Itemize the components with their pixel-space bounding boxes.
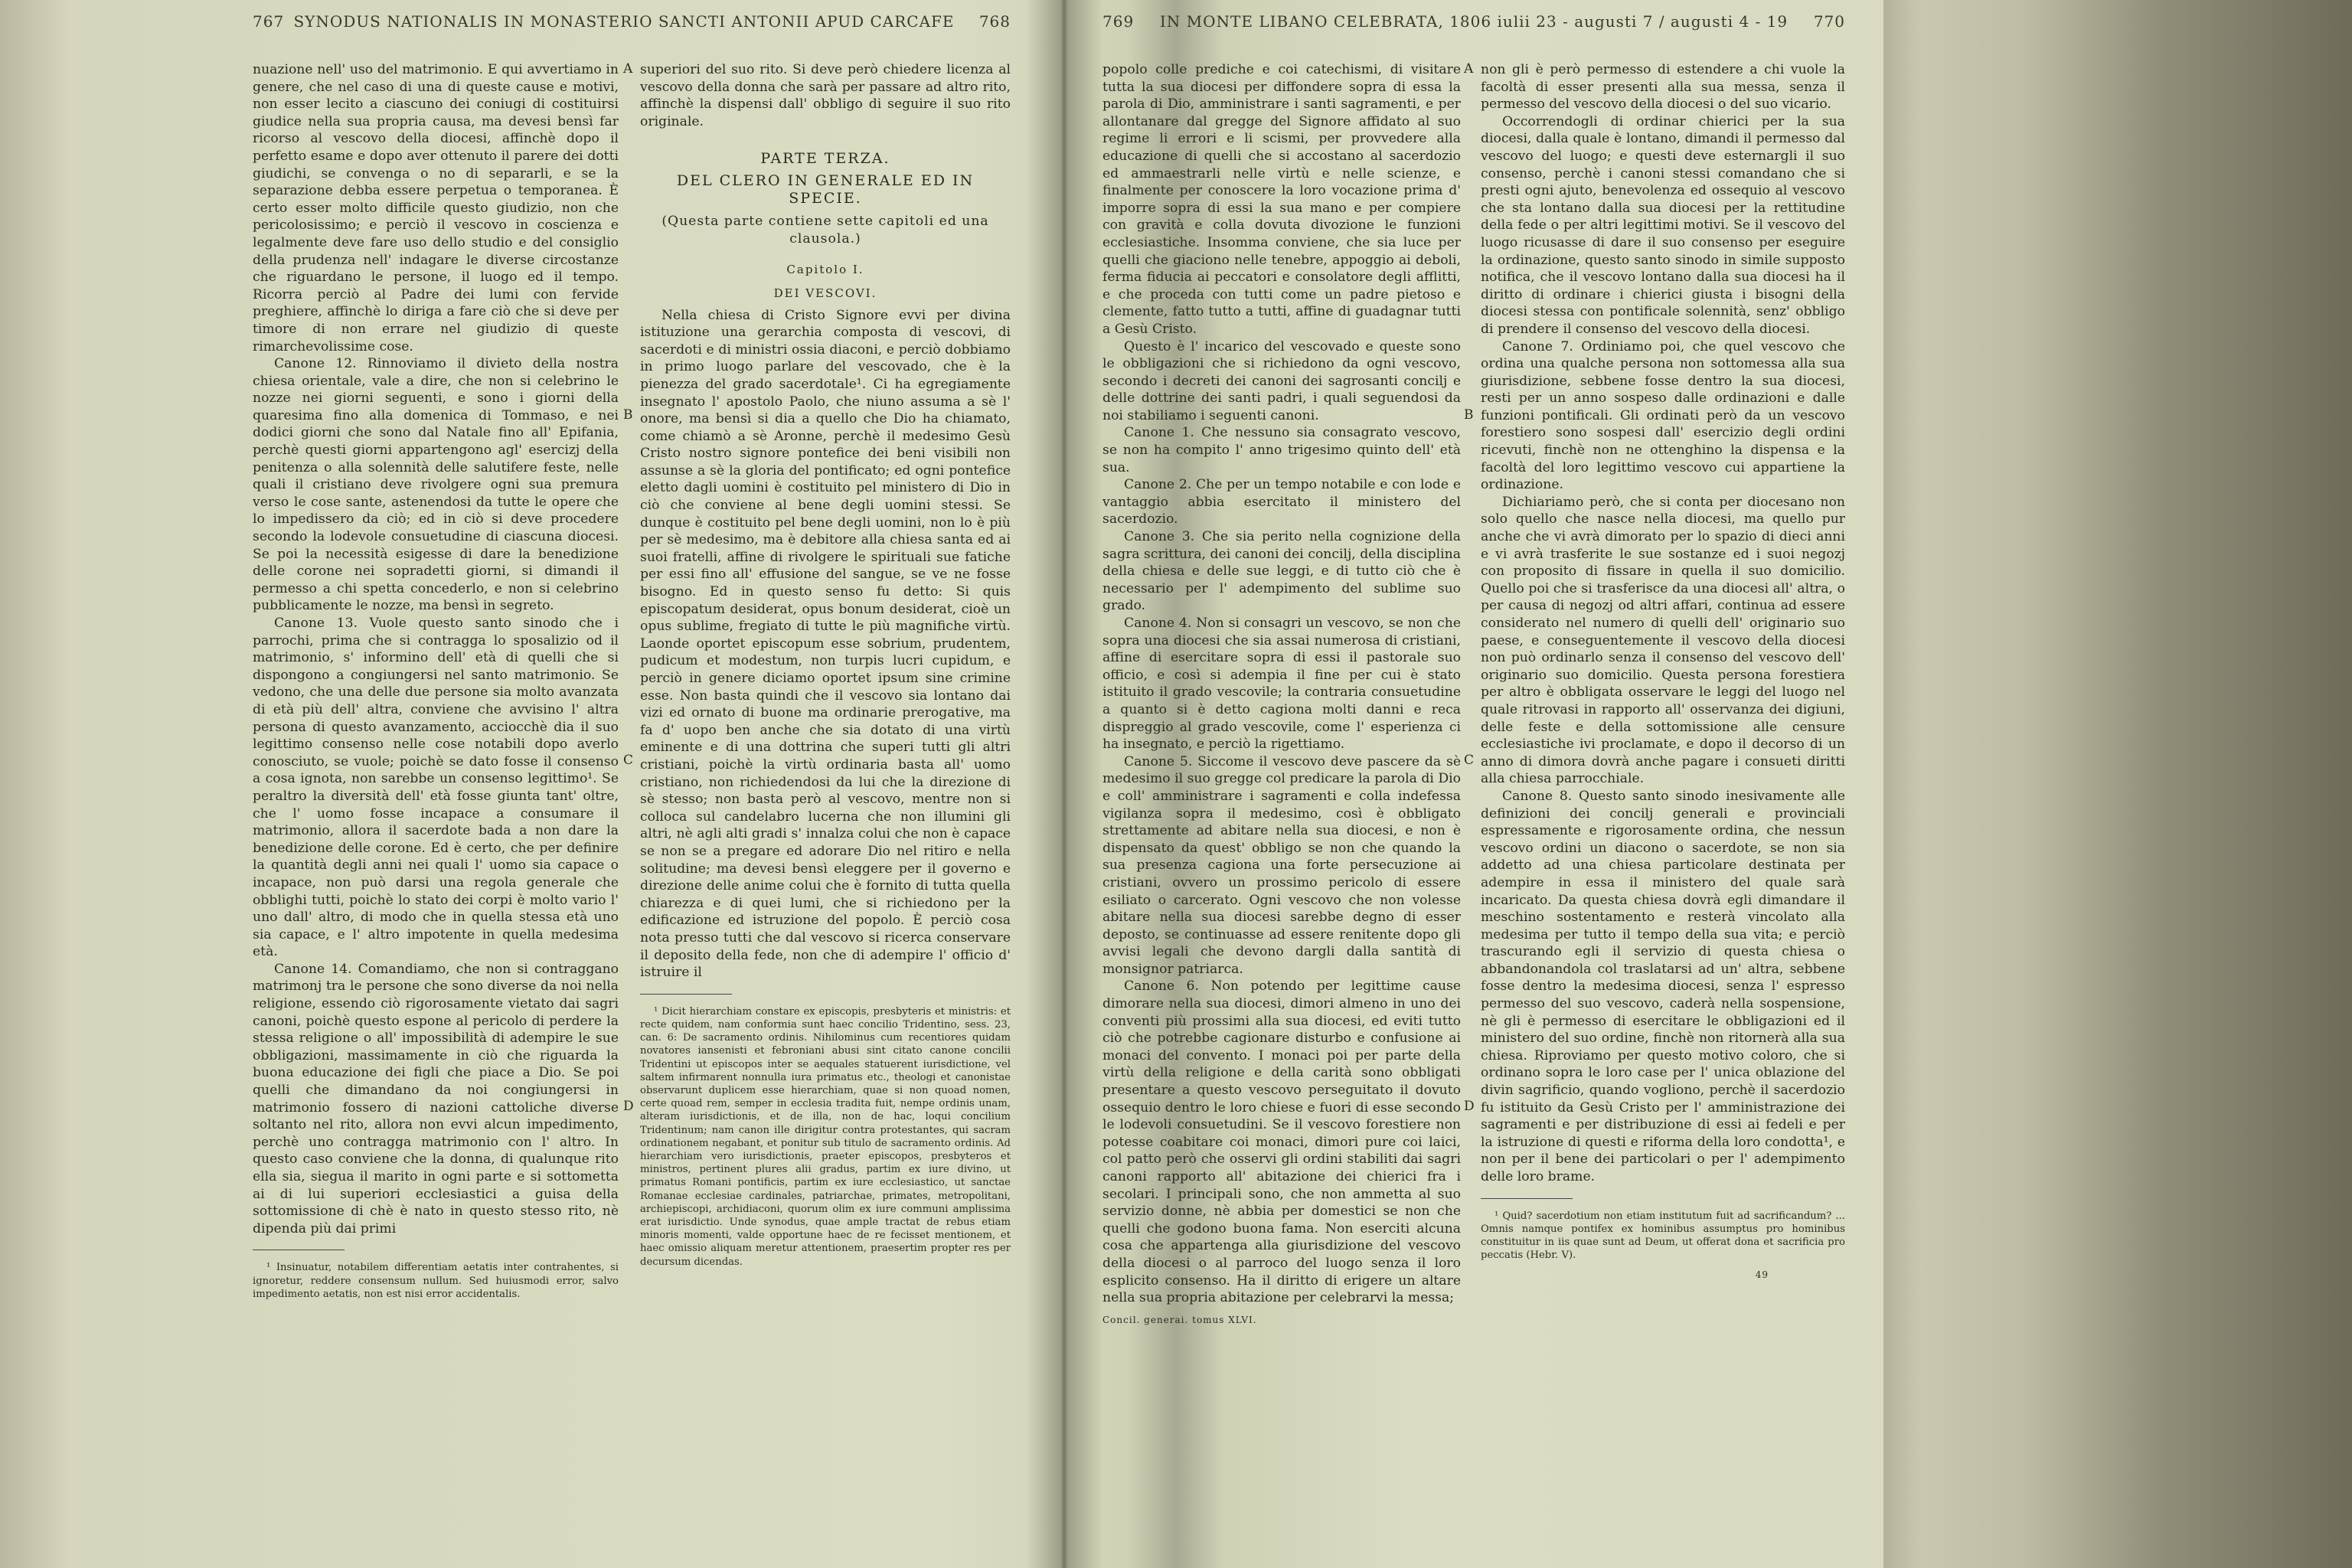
footnote xyxy=(253,1261,619,1301)
section-marker: A xyxy=(1464,61,1474,77)
page-number: 767 xyxy=(253,12,285,31)
footnote xyxy=(1481,1210,1845,1263)
footnote xyxy=(640,1005,1011,1269)
right-column-1 xyxy=(1102,61,1461,1328)
volume-signature: Concil. generai. tomus XLVI. xyxy=(1102,1314,1257,1325)
left-running-head xyxy=(214,12,1034,43)
left-column-2 xyxy=(640,61,1011,1269)
right-column-2 xyxy=(1481,61,1845,1284)
paragraph: Canone 8. Questo santo sinodo inesivamente alle definizioni dei concilj generali e provinciali espressamente e rigorosamente ordina, che nessun vescovo ordini un diacono o sacerdote, se non sia addetto ad una chiesa particolare destinata per adempire in essa il ministero del quale sarà incaricato. Da questa chiesa dovrà egli dimandare il meschino sostentamento e resterà vincolato alla medesima per tutto il tempo della sua vita; e perciò trascurando egli il servizio di questa chiesa o abbandonandola col traslatarsi ad un' altra, sebbene fosse dentro la medesima diocesi, senza l' espresso permesso del suo vescovo, caderà nella sospensione, nè gli è permesso di esercitare le obbligazioni ed il ministero del suo ordine, finchè non ritornerà alla sua chiesa. Riproviamo per questo motivo coloro, che si ordinano sopra le loro case per l' unica oblazione del divin sagrificio, quando vogliono, perchè il sacerdozio fu istituito da Gesù Cristo per l' amministrazione dei sagramenti e per distribuzione di essi ai fedeli e per la istruzione di questi e riforma della loro condotta¹, e non per il bene dei particolari o per l' adempimento delle loro brame. xyxy=(1481,788,1845,1184)
page-number: 768 xyxy=(978,12,1011,31)
left-column-1 xyxy=(253,61,619,1301)
left-columns xyxy=(214,61,1034,1537)
paragraph: Canone 4. Non si consagri un vescovo, se non che sopra una diocesi che sia assai numerosa di cristiani, affine di esercitare sopra di essi il pastorale suo officio, e così si adempia il fine per cui è stato istituito il grado vescovile; la contraria consuetudine a quanto si è detto cagiona molti danni e reca dispreggio al grado vescovile, come l' esperienza ci ha insegnato, e perciò la rigettiamo. xyxy=(1102,616,1461,753)
right-running-head xyxy=(1087,12,1860,43)
footnote-rule xyxy=(1481,1198,1573,1199)
footnote-text: ¹ Dicit hierarchiam constare ex episcopis, presbyteris et ministris: et recte quidem, nam conformia sunt haec concilio Tridentino, sess. 23, can. 6: De sacramento ordinis. Nihilominus cum recentiores quidam novatores iansenisti et febroniani abusi sint citato canone concilii Tridentini ut episcopos inter se aequales statuerent iurisdictione, vel saltem infirmarent nonnulla iura primatus etc., theologi et canonistae observarunt duplicem esse hierarchiam, quae si non quoad nomen, certe quoad rem, semper in ecclesia tradita fuit, nempe ordinis unam, alteram iurisdictionis, et de illa, non de hac, loqui concilium Tridentinum; nam canon ille dirigitur contra protestantes, qui sacram ordinationem negabant, et ponitur sub titulo de sacramento ordinis. Ad hierarchiam vero iurisdictionis, praeter episcopos, presbyteros et ministros, pertinent plures alii gradus, partim ex iure divino, ut primatus Romani pontificis, partim ex iure ecclesiastico, ut sanctae Romanae ecclesiae cardinales, patriarchae, primates, metropolitani, archiepiscopi, archidiaconi, quorum olim ex iure communi amplissima erat iurisdictio. Unde synodus, quae ample tractat de rebus etiam minoris momenti, valde opportune haec de re fecisset mentionem, et haec omissio aliquam meretur attentionem, praesertim propter res per decursum dicendas. xyxy=(640,1005,1011,1268)
paragraph: Canone 14. Comandiamo, che non si contraggano matrimonj tra le persone che sono diverse da noi nella religione, essendo ciò rigorosamente vietato dai sagri canoni, poichè questo espone al pericolo di perdere la stessa religione o all' impossibilità di adempire le sue obbligazioni, massimamente in ciò che riguarda la buona educazione dei figli che piace a Dio. Se poi quelli che dimandano da noi congiungersi in matrimonio fossero di nazioni cattoliche diverse soltanto nel rito, allora non evvi alcun impedimento, perchè uno contragga matrimonio con l' altro. In questo caso conviene che la donna, di qualunque rito ella sia, siegua il marito in ogni parte e si sottometta ai di lui superiori ecclesiastici a guisa della sottomissione di chè è nato in questo stesso rito, nè dipenda più dai primi xyxy=(253,961,619,1236)
section-marker: B xyxy=(1464,407,1474,423)
section-marker: D xyxy=(1464,1099,1475,1114)
right-columns xyxy=(1087,61,1860,1537)
section-marker: C xyxy=(623,753,634,768)
page-number: 770 xyxy=(1813,12,1845,31)
section-marker: A xyxy=(623,61,633,77)
paragraph: Canone 7. Ordiniamo poi, che quel vescovo che ordina una qualche persona non sottomessa alla sua giurisdizione, sebbene fosse dentro la sua diocesi, resti per un anno sospeso dalle ordinazioni e dalle funzioni pontificali. Gli ordinati però da un vescovo forestiero sono sospesi dall' esercizio degli ordini ricevuti, finchè non ne ottenghino la dispensa e la facoltà del loro legittimo vescovo cui appartiene la ordinazione. xyxy=(1481,338,1845,493)
paragraph: Canone 13. Vuole questo santo sinodo che i parrochi, prima che si contragga lo sposalizio od il matrimonio, s' informino dell' età di quelli che si dispongono a congiungersi nel santo matrimonio. Se vedono, che una delle due persone sia molto avanzata di età più dell' altra, conviene che avvisino l' altra persona di questo avanzamento, acciocchè dia il suo legittimo consenso nelle cose notabili dopo averlo conosciuto, se vuole; poichè se dato fosse il consenso a cosa ignota, non sarebbe un consenso legittimo¹. Se peraltro la diversità dell' età fosse giunta tant' oltre, che l' uomo fosse incapace a consumare il matrimonio, allora il sacerdote bada a non dare la benedizione delle corone. Ed è certo, che per definire la quantità degli anni nei quali l' uomo sia capace o incapace, non può darsi una regola generale che obblighi tutti, poichè lo stato dei corpi è molto vario l' uno dall' altro, di modo che in quella stessa età uno sia capace, e l' altro impotente in quella medesima età. xyxy=(253,616,619,960)
part-subtitle: (Questa parte contiene sette capitoli ed una clausola.) xyxy=(662,214,989,247)
paragraph: Canone 2. Che per un tempo notabile e con lode e vantaggio abbia esercitato il ministero del sacerdozio. xyxy=(1102,477,1461,528)
running-title: IN MONTE LIBANO CELEBRATA, 1806 iulii 23 - augusti 7 / augusti 4 - 19 xyxy=(1159,12,1788,31)
footnote-text: ¹ Insinuatur, notabilem differentiam aetatis inter contrahentes, si ignoretur, reddere consensum nullum. Sed huiusmodi error, salvo impedimento aetatis, non est nisi error accidentalis. xyxy=(253,1262,619,1300)
page-number: 769 xyxy=(1102,12,1135,31)
paragraph: Dichiariamo però, che si conta per diocesano non solo quello che nasce nella diocesi, ma quello pur anche che vi avrà dimorato per lo spazio di dieci anni e vi avrà trasferite le sue sostanze ed i suoi negozj con proposito di fissare in quella il suo domicilio. Quello poi che si trasferisce da una diocesi all' altra, o per causa di negozj od altri affari, continua ad essere considerato nel numero di quelli dell' originario suo paese, e conseguentemente il vescovo della diocesi non può ordinarlo senza il consenso del vescovo dell' originario suo domicilio. Questa persona forestiera per altro è obbligata osservare le leggi del luogo nel quale ritrovasi in rapporto all' osservanza dei digiuni, delle feste e della sottomissione alle censure ecclesiastiche ivi proclamate, e dopo il decorso di un anno di dimora dovrà anche pagare i consueti diritti alla chiesa parrocchiale. xyxy=(1481,494,1845,787)
section-marker: B xyxy=(623,407,633,423)
section-marker: C xyxy=(1464,753,1475,768)
paragraph: non gli è però permesso di estendere a chi vuole la facoltà di esser presenti alla sua messa, senza il permesso del vescovo della diocesi o del suo vicario. xyxy=(1481,62,1845,113)
footnote-rule xyxy=(640,994,732,995)
paragraph: Questo è l' incarico del vescovado e queste sono le obbligazioni che si richiedono da ogni vescovo, secondo i decreti dei canoni dei sagrosanti concilj e delle dottrine dei santi padri, i quali seguendosi da noi stabiliamo i seguenti canoni. xyxy=(1102,338,1461,423)
right-page xyxy=(1087,0,1860,1568)
left-page xyxy=(214,0,1034,1568)
paragraph: Canone 1. Che nessuno sia consagrato vescovo, se non ha compito l' anno trigesimo quinto dell' età sua. xyxy=(1102,425,1461,475)
part-heading: PARTE TERZA. xyxy=(760,150,890,168)
paragraph: Nella chiesa di Cristo Signore evvi per divina istituzione una gerarchia composta di vescovi, di sacerdoti e di ministri ossia diaconi, e perciò dobbiamo in primo luogo parlare del vescovado, che è la pienezza del grado sacerdotale¹. Ci ha egregiamente insegnato l' apostolo Paolo, che niuno assuma a sè l' onore, ma bensì si dia a quello che Dio ha chiamato, come chiamò a sè Aronne, perchè il medesimo Gesù Cristo nostro signore pontefice dei beni visibili non assunse a sè la gloria del pontificato; ed ogni pontefice eletto dagli uomini è costituito pel ministero di Dio in ciò che conviene al bene degli uomini stessi. Se dunque è costituito pel bene degli uomini, non lo è più per sè medesimo, ma è debitore alla chiesa santa ed ai suoi fratelli, affine di rivolgere le spirituali sue fatiche per essi fino all' effusione del sangue, se ve ne fosse bisogno. Ed in questo senso fu detto: Si quis episcopatum desiderat, opus bonum desiderat, cioè un opus sublime, fregiato di tutte le più magnifiche virtù. Laonde oportet episcopum esse sobrium, prudentem, pudicum et modestum, non turpis lucri cupidum, e perciò in genere diciamo oportet ipsum sine crimine esse. Non basta quindi che il vescovo sia lontano dai vizi ed ornato di buone ma ordinarie prerogative, ma fa d' uopo ben anche che sia dotato di una virtù eminente e di una dottrina che superi tutti gli altri cristiani, poichè la virtù ordinaria basta all' uomo cristiano, non richiedendosi da lui che la direzione di sè stesso; non basta però al vescovo, mentre non si colloca sul candelabro lucerna che non illumini gli altri, nè agli alti gradi s' innalza colui che non è capace se non se a pregare ed adorare Dio nel ritiro e nella solitudine; ma devesi bensì eleggere per il governo e direzione delle anime colui che è fornito di tutta quella chiarezza e di quei lumi, che si richiedono per la edificazione ed istruzione del popolo. È perciò cosa nota presso tutti che dal vescovo si ricerca conservare il deposito della fede, non che di adempire l' officio d' istruire il xyxy=(640,307,1011,981)
footnote-text: ¹ Quid? sacerdotium non etiam institutum fuit ad sacrificandum? ... Omnis namque pontifex ex hominibus assumptus pro hominibus constituitur in iis quae sunt ad Deum, ut offerat dona et sacrificia pro peccatis (Hebr. V). xyxy=(1481,1210,1845,1262)
paragraph: Occorrendogli di ordinar chierici per la sua diocesi, dalla quale è lontano, dimandi il permesso dal vescovo del luogo; e questi deve esternargli il suo consenso, perchè i canoni stessi comandano che si presti ogni ajuto, benevolenza ed ossequio al vescovo che sta lontano dalla sua diocesi per la rettitudine della fede o per altri legittimi motivi. Se il vescovo del luogo ricusasse di dare il suo consenso per eseguire la ordinazione, questo santo sinodo in simile supposto notifica, che il vescovo lontano dalla sua diocesi ha il diritto di ordinare i chierici giusta i bisogni della diocesi stessa con pontificale solennità, senz' obbligo di prendere il consenso del vescovo della diocesi. xyxy=(1481,113,1845,337)
page-block-edge xyxy=(1883,0,2352,1568)
paragraph: popolo colle prediche e coi catechismi, di visitare tutta la sua diocesi per diffondere sopra di essa la parola di Dio, amministrare i santi sagramenti, e per allontanare dal gregge del Signore affidato al suo regime li errori e li scismi, per provvedere alla educazione di quelli che si accostano al sacerdozio ed ammaestrarli nelle virtù e nelle scienze, e finalmente per conoscere la loro vocazione prima d' imporre sopra di essi la sua mano e per compiere con gravità e colla dovuta divozione le funzioni ecclesiastiche. Insomma conviene, che sia luce per quelli che giaciono nelle tenebre, appoggio ai deboli, ferma fiducia ai peccatori e consolatore degli afflitti, e che proceda con tutti come un padre pietoso e clemente, fatto tutto a tutti, affine di guadagnar tutti a Gesù Cristo. xyxy=(1102,62,1461,337)
section-marker: D xyxy=(623,1099,634,1114)
running-title: SYNODUS NATIONALIS IN MONASTERIO SANCTI ANTONII APUD CARCAFE xyxy=(293,12,955,31)
paragraph: Canone 6. Non potendo per legittime cause dimorare nella sua diocesi, dimori almeno in uno dei conventi più prossimi alla sua diocesi, ed eviti tutto ciò che potrebbe cagionare disturbo e confusione ai monaci del convento. I monaci poi per parte della virtù della religione e della carità sono obbligati presentare a questo vescovo perseguitato il dovuto ossequio dentro le loro chiese e fuori di esse secondo le lodevoli consuetudini. Se il vescovo forestiere non potesse coabitare coi monaci, dimori pure coi laici, col patto però che osservi gli ordini stabiliti dai sagri canoni rapporto all' abitazione dei chierici fra i secolari. I principali sono, che non ammetta al suo servizio donne, nè abbia per domestici se non che quelli che godono buona fama. Non eserciti alcuna cosa che appartenga alla giurisdizione del vescovo della diocesi o al parroco del luogo senza il loro esplicito consenso. Ha il diritto di erigere un altare nella sua propria abitazione per celebrarvi la messa; xyxy=(1102,978,1461,1306)
paragraph: Canone 12. Rinnoviamo il divieto della nostra chiesa orientale, vale a dire, che non si celebrino le nozze nei giorni seguenti, e sono i giorni della quaresima fino alla domenica di Tommaso, e nei dodici giorni che sono dal Natale fino all' Epifania, perchè questi giorni appartengono agl' esercizj della penitenza o alla solennità delle salutifere feste, nelle quali il cristiano deve rivolgere ogni sua premura verso le cose sante, astenendosi da tutte le opere che lo impedissero da ciò; ed in ciò si deve procedere secondo la lodevole consuetudine di ciascuna diocesi. Se poi la necessità esigesse di dare la benedizione delle corone nei sopradetti giorni, si dimandi il permesso a chi spetta concederlo, e non si celebrino pubblicamente le nozze, ma bensì in segreto. xyxy=(253,356,619,614)
signature-number: 49 xyxy=(1755,1269,1769,1281)
paragraph: superiori del suo rito. Si deve però chiedere licenza al vescovo della donna che sarà per passare ad altro rito, affinchè la dispensi dall' obbligo di seguire il suo rito originale. xyxy=(640,62,1011,129)
paragraph: Canone 5. Siccome il vescovo deve pascere da sè medesimo il suo gregge col predicare la parola di Dio e coll' amministrare i sagramenti e colla indefessa vigilanza sopra il medesimo, così è obbligato strettamente ad abitare nella sua diocesi, e non è dispensato da quest' obbligo se non che quando la sua presenza cagiona una forte persecuzione ai cristiani, ovvero un prossimo pericolo di essere esiliato o carcerato. Ogni vescovo che non volesse abitare nella sua diocesi sarebbe degno di esser deposto, se continuasse ad essere renitente dopo gli avvisi legali che devono dargli dalla santità di monsignor patriarca. xyxy=(1102,753,1461,977)
chapter-title: DEI VESCOVI. xyxy=(773,286,877,300)
paragraph: Canone 3. Che sia perito nella cognizione della sagra scrittura, dei canoni dei concilj, della disciplina della chiesa e delle sue leggi, e di tutto ciò che è necessario per l' adempimento del sublime suo grado. xyxy=(1102,529,1461,614)
paragraph: nuazione nell' uso del matrimonio. E qui avvertiamo in genere, che nel caso di una di queste cause e motivi, non esser lecito a ciascuno dei coniugi di costituirsi giudice nella sua propria causa, ma devesi bensì far ricorso al vescovo della diocesi, affinchè dopo il perfetto esame e dopo aver ottenuto il parere dei dotti giudichi, se convenga o no di separarli, e se la separazione debba essere perpetua o temporanea. È certo esser molto difficile questo giudizio, non che pericolosissimo; e perciò il vescovo in coscienza e legalmente deve fare uso dello studio e del consiglio della prudenza nell' indagare le diverse circostanze che riguardano le persone, il luogo ed il tempo. Ricorra perciò al Padre dei lumi con fervide preghiere, affinchè lo diriga a fare ciò che si deve per timore di non errare nel giudizio di queste rimarchevolissime cose. xyxy=(253,62,619,354)
part-title: DEL CLERO IN GENERALE ED IN SPECIE. xyxy=(676,172,975,207)
chapter-label: Capitolo I. xyxy=(786,263,864,277)
